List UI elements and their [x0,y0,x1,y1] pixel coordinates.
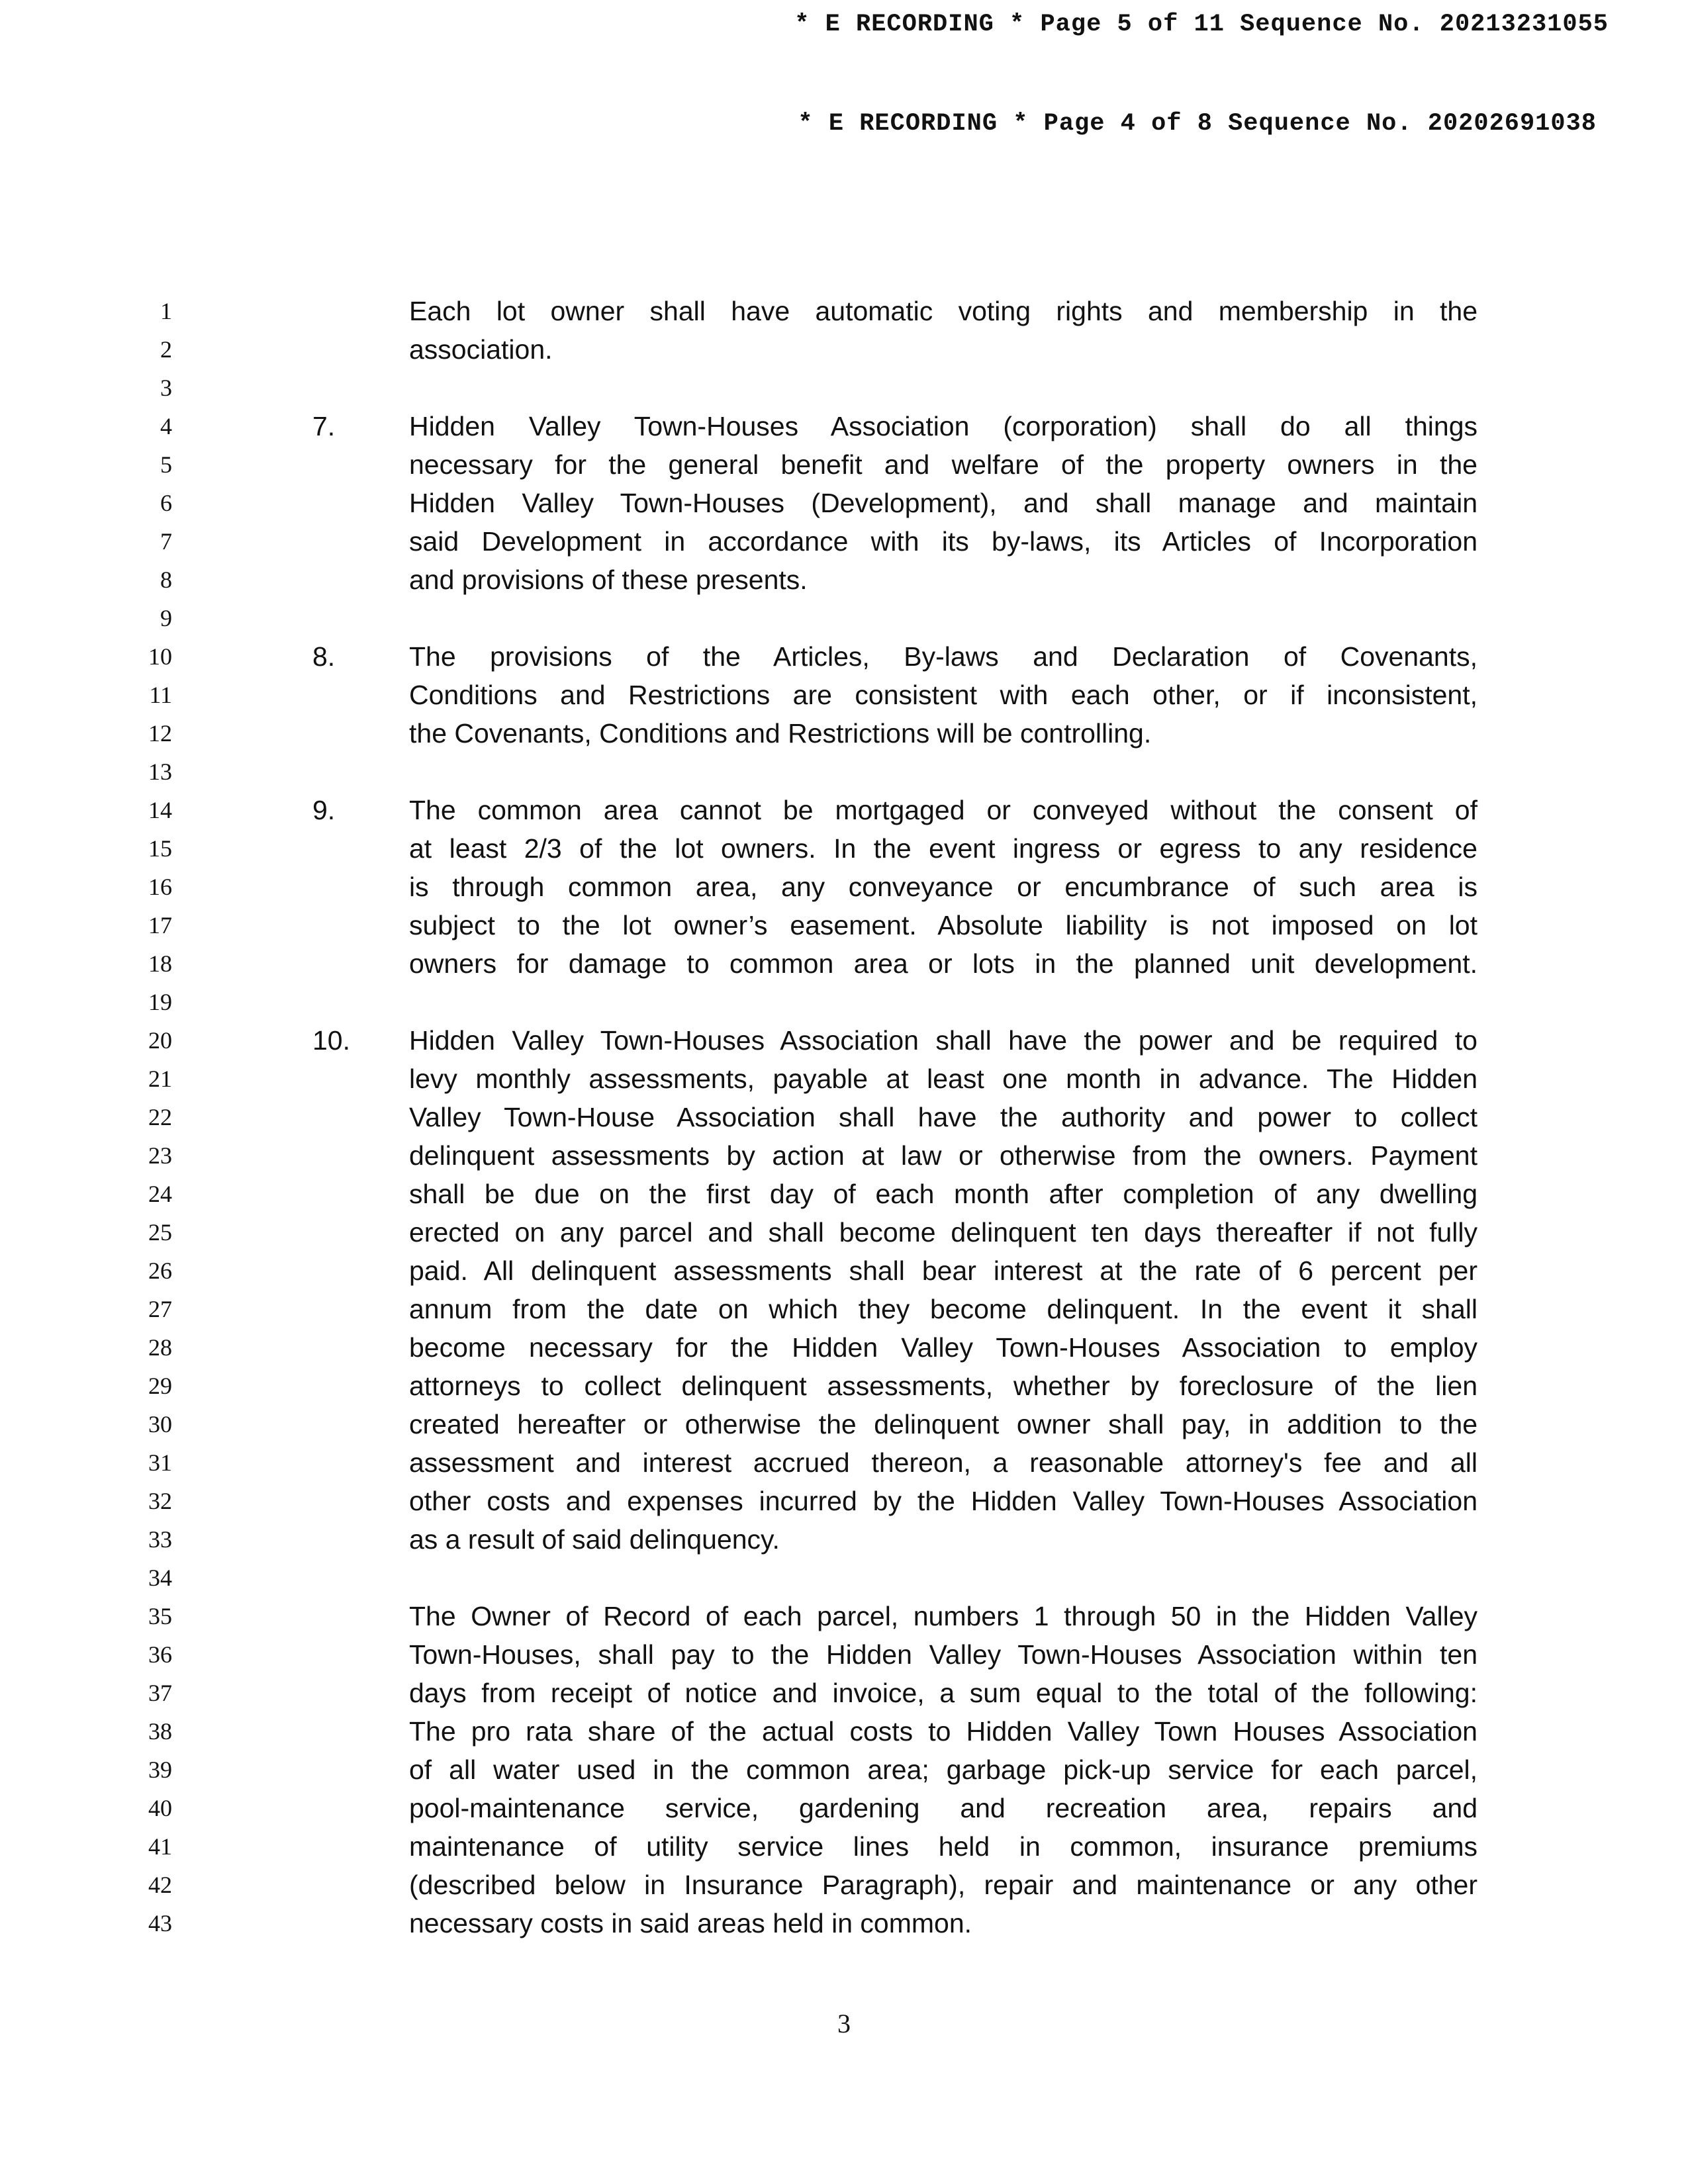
body-line: owners for damage to common area or lots in the planned unit development. [409,948,1477,979]
line-number: 31 [148,1449,172,1476]
line-number: 9 [160,605,172,631]
line-number: 2 [160,336,172,363]
body-line: of all water used in the common area; garbage pick-up service for each parcel, [409,1754,1477,1785]
body-line: Hidden Valley Town-Houses Association (corporation) shall do all things [409,411,1477,441]
line-number: 13 [148,758,172,785]
line-number: 1 [160,298,172,324]
line-number: 38 [148,1718,172,1745]
paragraph-number: 10. [312,1025,350,1056]
line-number: 11 [149,682,172,708]
line-number: 10 [148,643,172,670]
line-number: 15 [148,835,172,862]
line-number: 5 [160,451,172,478]
body-line: Conditions and Restrictions are consistent with each other, or if inconsistent, [409,680,1477,710]
line-number: 33 [148,1526,172,1553]
body-line: as a result of said delinquency. [409,1524,780,1555]
line-number: 7 [160,528,172,555]
line-number: 21 [148,1066,172,1092]
line-number: 22 [148,1104,172,1130]
line-number: 42 [148,1872,172,1898]
body-line: Each lot owner shall have automatic voting rights and membership in the [409,296,1477,326]
body-line: become necessary for the Hidden Valley Town-Houses Association to employ [409,1332,1477,1363]
line-number: 37 [148,1680,172,1706]
line-number: 35 [148,1603,172,1629]
line-number: 23 [148,1142,172,1169]
recording-header-secondary: * E RECORDING * Page 4 of 8 Sequence No. 20202691038 [798,110,1597,138]
body-line: Hidden Valley Town-Houses (Development), and shall manage and maintain [409,488,1477,518]
line-number: 27 [148,1296,172,1322]
body-line: delinquent assessments by action at law or otherwise from the owners. Payment [409,1140,1477,1171]
line-number: 24 [148,1181,172,1207]
body-line: necessary for the general benefit and welfare of the property owners in the [409,449,1477,480]
line-number: 36 [148,1641,172,1668]
line-number: 12 [148,720,172,747]
body-line: Hidden Valley Town-Houses Association shall have the power and be required to [409,1025,1477,1056]
body-line: at least 2/3 of the lot owners. In the event ingress or egress to any residence [409,833,1477,864]
body-line: The Owner of Record of each parcel, numbers 1 through 50 in the Hidden Valley [409,1601,1477,1631]
body-line: Valley Town-House Association shall have the authority and power to collect [409,1102,1477,1132]
line-number: 17 [148,912,172,938]
recording-header-primary: * E RECORDING * Page 5 of 11 Sequence No. 20213231055 [794,11,1609,38]
body-line: shall be due on the first day of each month after completion of any dwelling [409,1179,1477,1209]
line-number: 14 [148,797,172,823]
line-number: 39 [148,1756,172,1783]
line-number: 29 [148,1373,172,1399]
line-number: 41 [148,1833,172,1860]
line-number: 20 [148,1027,172,1054]
body-line: is through common area, any conveyance or encumbrance of such area is [409,872,1477,902]
body-line: subject to the lot owner’s easement. Absolute liability is not imposed on lot [409,910,1477,940]
line-number: 28 [148,1334,172,1361]
body-line: levy monthly assessments, payable at least one month in advance. The Hidden [409,1064,1477,1094]
line-number: 26 [148,1257,172,1284]
body-line: said Development in accordance with its by-laws, its Articles of Incorporation [409,526,1477,557]
line-number: 43 [148,1910,172,1936]
line-number: 6 [160,490,172,516]
line-number: 4 [160,413,172,439]
body-line: (described below in Insurance Paragraph), repair and maintenance or any other [409,1870,1477,1900]
body-line: paid. All delinquent assessments shall bear interest at the rate of 6 percent per [409,1255,1477,1286]
line-number: 25 [148,1219,172,1246]
paragraph-number: 7. [312,411,336,441]
body-line: necessary costs in said areas held in common. [409,1908,972,1938]
body-line: the Covenants, Conditions and Restrictions will be controlling. [409,718,1152,749]
body-line: maintenance of utility service lines held in common, insurance premiums [409,1831,1477,1862]
paragraph-number: 8. [312,641,336,672]
body-line: and provisions of these presents. [409,565,808,595]
body-line: The common area cannot be mortgaged or conveyed without the consent of [409,795,1477,825]
paragraph-number: 9. [312,795,336,825]
body-line: pool-maintenance service, gardening and recreation area, repairs and [409,1793,1477,1823]
line-number: 40 [148,1795,172,1821]
line-number: 3 [160,375,172,401]
body-line: assessment and interest accrued thereon, a reasonable attorney's fee and all [409,1447,1477,1478]
line-number: 34 [148,1565,172,1591]
line-number: 16 [148,874,172,900]
line-number: 19 [148,989,172,1015]
body-line: other costs and expenses incurred by the Hidden Valley Town-Houses Association [409,1486,1477,1516]
body-line: created hereafter or otherwise the delinquent owner shall pay, in addition to the [409,1409,1477,1439]
body-line: association. [409,334,553,365]
line-number: 8 [160,567,172,593]
body-line: The provisions of the Articles, By-laws and Declaration of Covenants, [409,641,1477,672]
body-line: erected on any parcel and shall become delinquent ten days thereafter if not fully [409,1217,1477,1248]
page-number: 3 [837,2009,851,2038]
body-line: attorneys to collect delinquent assessments, whether by foreclosure of the lien [409,1371,1477,1401]
line-number: 32 [148,1488,172,1514]
line-number: 18 [148,950,172,977]
body-line: annum from the date on which they become delinquent. In the event it shall [409,1294,1477,1324]
body-line: days from receipt of notice and invoice, a sum equal to the total of the following: [409,1678,1477,1708]
line-number: 30 [148,1411,172,1437]
body-line: Town-Houses, shall pay to the Hidden Valley Town-Houses Association within ten [409,1639,1477,1670]
body-line: The pro rata share of the actual costs to Hidden Valley Town Houses Association [409,1716,1477,1747]
